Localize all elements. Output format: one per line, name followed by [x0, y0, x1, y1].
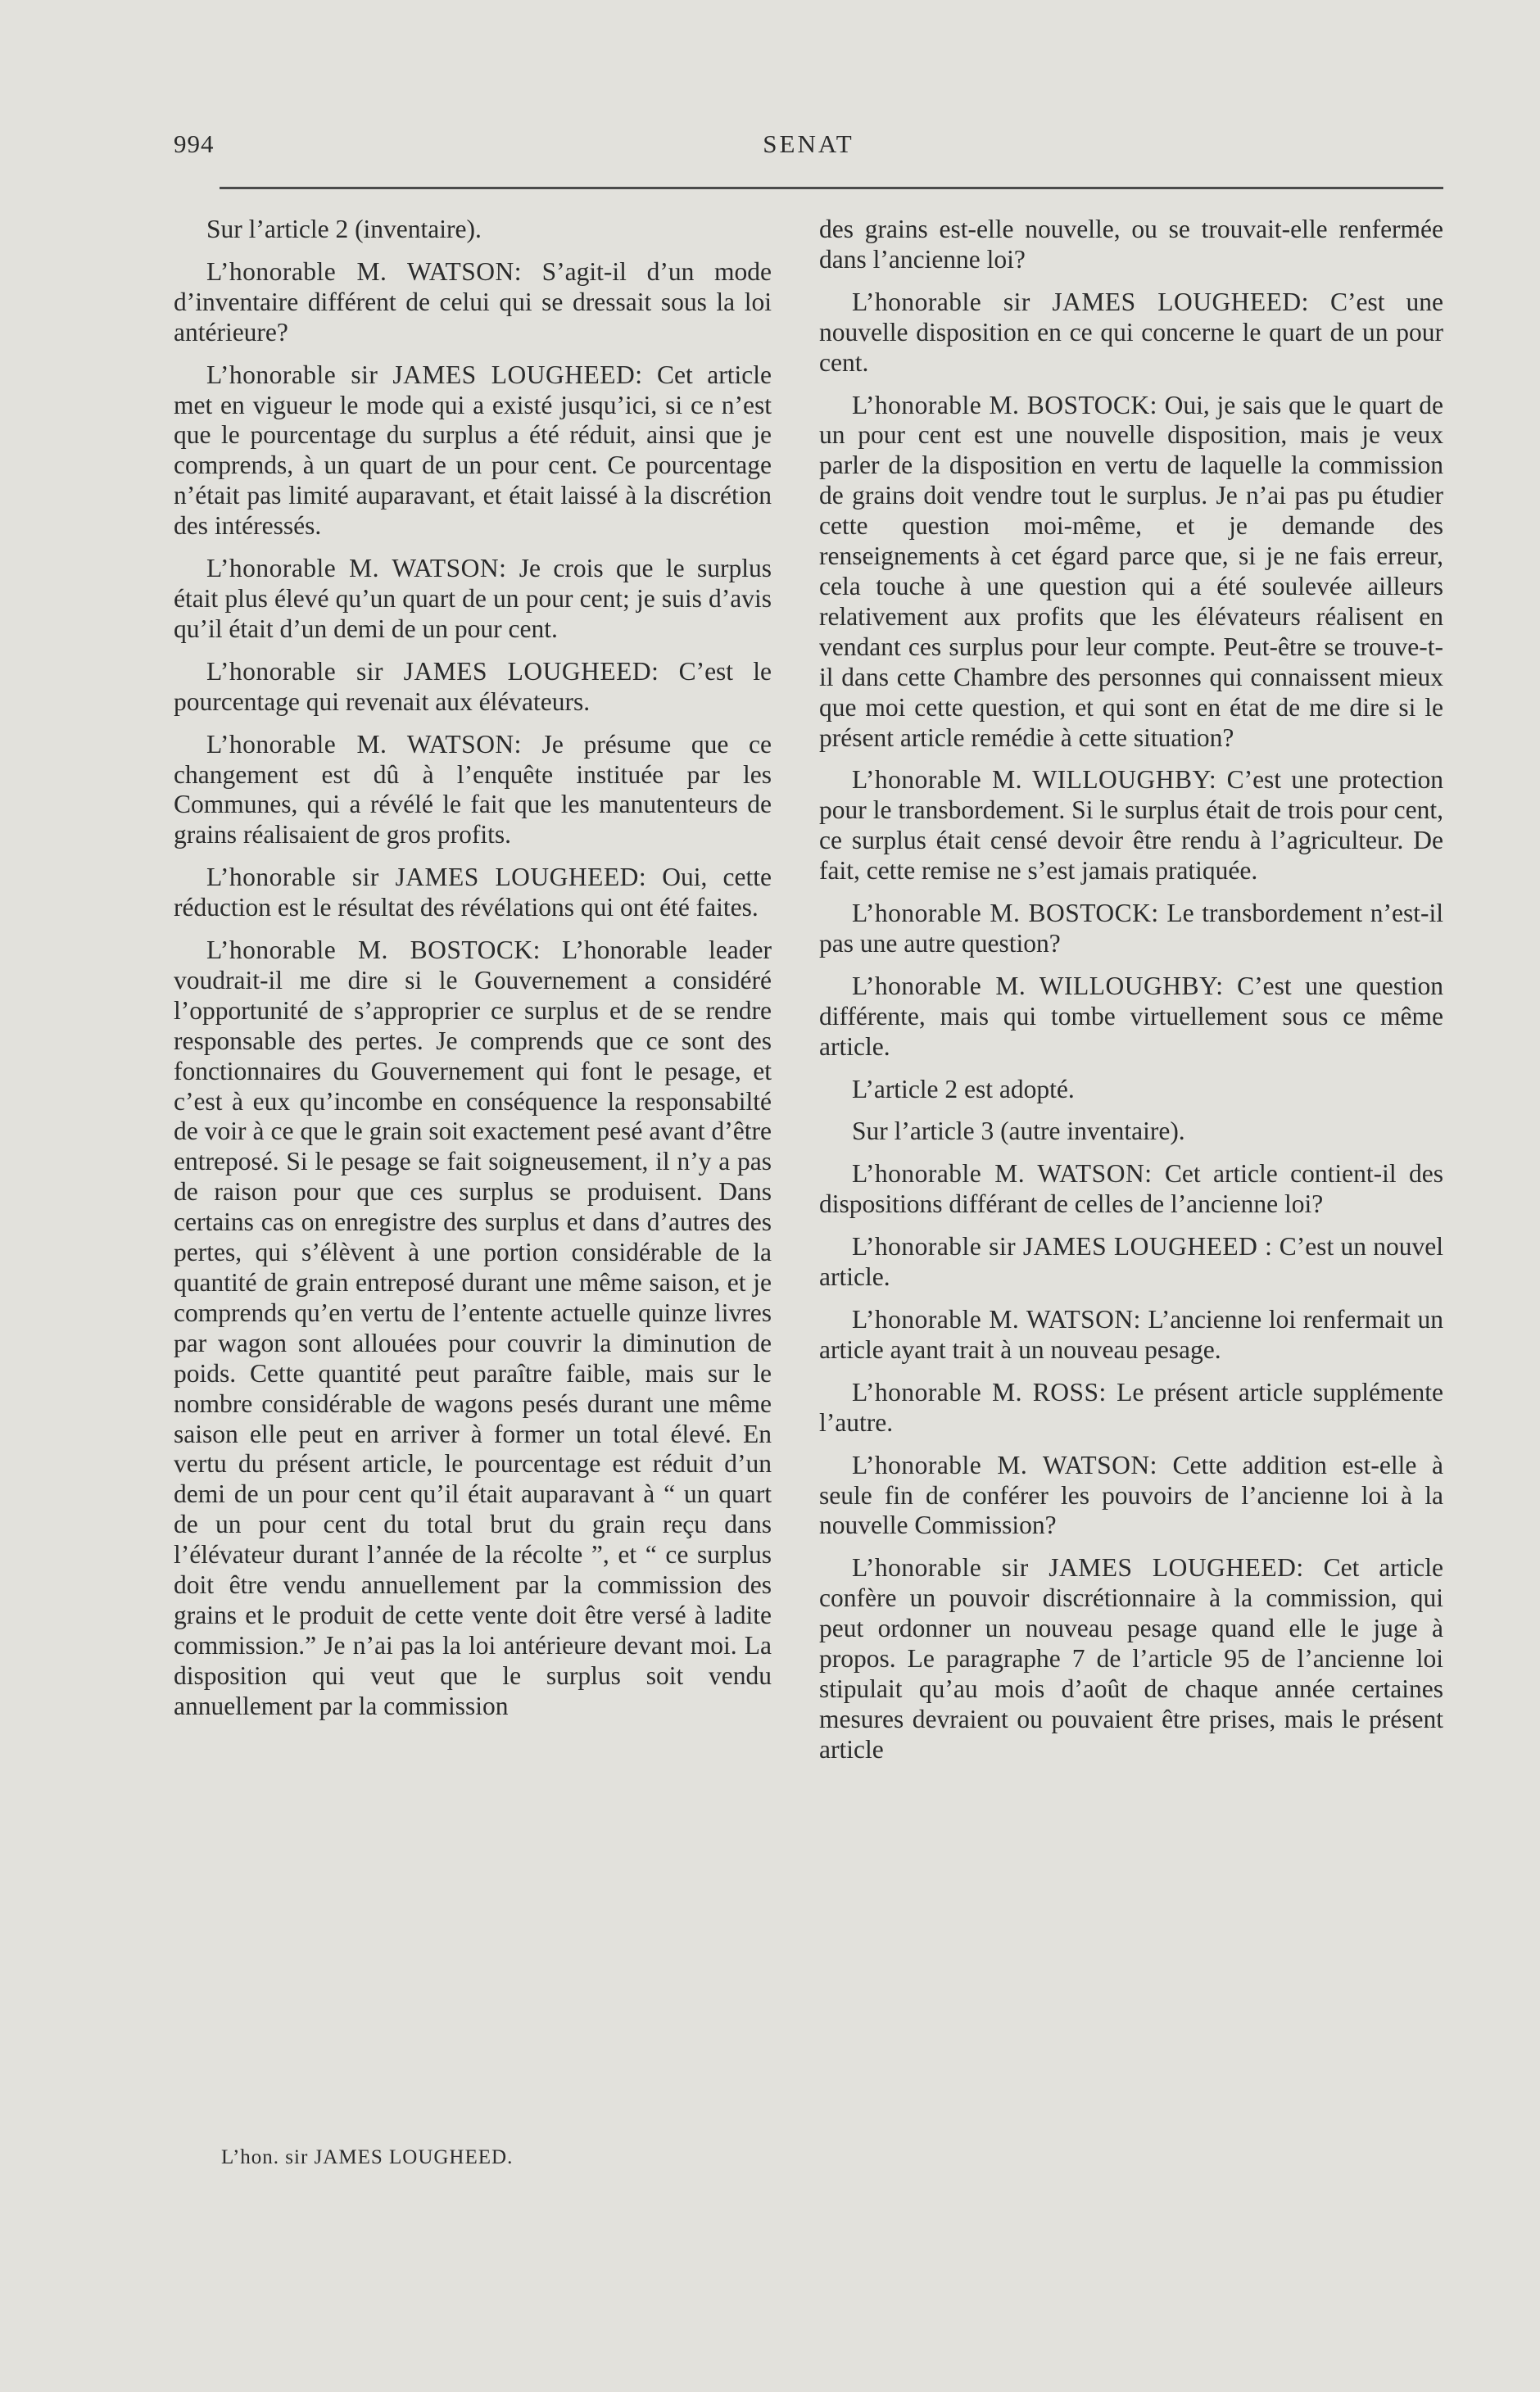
speaker-name: L’honorable M. BOSTOCK: — [852, 899, 1159, 928]
speaker-name: L’honorable M. BOSTOCK: — [206, 936, 541, 965]
paragraph-text: C’est un nouvel article. — [819, 1232, 1443, 1292]
paragraph-text: Oui, cette réduction est le résultat des révélations qui ont été faites. — [174, 863, 772, 922]
paragraph-text: L’article 2 est adopté. — [852, 1074, 1075, 1103]
paragraph — [174, 215, 772, 245]
paragraph-text: L’ancienne loi renfermait un article ayant trait à un nouveau pesage. — [819, 1305, 1443, 1364]
paragraph-text: S’agit-il d’un mode d’inventaire différent de celui qui se dressait sous la loi antérieure? — [174, 256, 772, 347]
running-head: SENAT — [763, 129, 854, 158]
speaker-name: L’honorable sir JAMES LOUGHEED: — [852, 287, 1309, 316]
paragraph — [819, 1117, 1443, 1147]
paragraph-text: C’est une nouvelle disposition en ce qui concerne le quart de un pour cent. — [819, 287, 1443, 377]
paragraph — [174, 657, 772, 718]
paragraph — [819, 972, 1443, 1062]
speaker-name: L’honorable sir JAMES LOUGHEED: — [206, 360, 643, 389]
speaker-name: L’honorable M. WILLOUGHBY: — [852, 971, 1224, 1000]
speaker-name: L’honorable M. WATSON: — [206, 554, 507, 583]
paragraph-text: L’honorable leader voudrait-il me dire si le Gouvernement a considéré l’opportunité de s’approprier ce surplus et de se rendre responsable des pertes. Je comprends que ce sont des fonctionnaires du Gouvernement qui font le pesage, et c’est à eux qu’incombe en conséquence la responsabilté de voir à ce que le grain soit exactement pesé avant d’être entreposé. Si le pesage se fait soigneusement, il n’y a pas de raison pour que ces surplus se produisent. Dans certains cas on enregistre des surplus et dans d’autres des pertes, qui s’élèvent à une portion considérable de la quantité de grain entreposé durant une même saison, et je comprends qu’en vertu de l’entente actuelle quinze livres par wagon sont allouées pour couvrir la diminution de poids. Cette quantité peut paraître faible, mais sur le nombre considérable de wagons pesés durant une même saison elle peut en arriver à former un total élevé. En vertu du présent article, le pourcentage est réduit d’un demi de un pour cent qu’il était auparavant à “ un quart de un pour cent du total brut du grain reçu dans l’élévateur durant l’année de la récolte ”, et “ ce surplus doit être vendu annuellement par la commission des grains et le produit de cette vente doit être versé à ladite commission.” Je n’ai pas la loi antérieure devant moi. La disposition qui veut que le surplus soit vendu annuellement par la commission — [174, 936, 772, 1720]
speaker-name: L’honorable M. WATSON: — [852, 1450, 1157, 1479]
paragraph-text: Je présume que ce changement est dû à l’enquête instituée par les Communes, qui a révélé le fait que les manutenteurs de grains réalisaient de gros profits. — [174, 729, 772, 849]
speaker-name: L’honorable sir JAMES LOUGHEED : — [852, 1232, 1273, 1262]
paragraph — [819, 1075, 1443, 1105]
paragraph-text: Cet article contient-il des dispositions différant de celles de l’ancienne loi? — [819, 1159, 1443, 1219]
page-header — [174, 129, 1443, 170]
speaker-name: L’honorable sir JAMES LOUGHEED: — [206, 863, 647, 892]
paragraph-text: Oui, je sais que le quart de un pour cent est une nouvelle disposition, mais je veux parler de la disposition en vertu de laquelle la commission de grains doit vendre tout le surplus. Je n’ai pas pu étudier cette question moi-même, et je demande des renseignements à cet égard parce que, si je ne fais erreur, cela touche à une question qui a été soulevée ailleurs relativement aux profits que les élévateurs réalisent en vendant ces surplus pour leur compte. Peut-être se trouve-t-il dans cette Chambre des personnes qui connaissent mieux que moi cette question, et qui sont en état de me dire si le présent article remédie à cette situation? — [819, 390, 1443, 752]
paragraph — [174, 554, 772, 645]
speaker-name: L’honorable sir JAMES LOUGHEED: — [852, 1553, 1304, 1583]
paragraph — [819, 899, 1443, 959]
paragraph-text: Sur l’article 3 (autre inventaire). — [852, 1117, 1185, 1146]
catchline: L’hon. sir JAMES LOUGHEED. — [221, 2146, 514, 2168]
paragraph — [819, 288, 1443, 378]
speaker-name: L’honorable M. WATSON: — [206, 256, 522, 286]
paragraph — [174, 936, 772, 1722]
paragraph-text: Cet article met en vigueur le mode qui a existé jusqu’ici, si ce n’est que le pourcentage du surplus a été réduit, ainsi que je comprends, à un quart de un pour cent. Ce pourcentage n’était pas limité auparavant, et était laissé à la discrétion des intéressés. — [174, 360, 772, 541]
speaker-name: L’honorable M. BOSTOCK: — [852, 390, 1157, 419]
paragraph — [819, 391, 1443, 754]
speaker-name: L’honorable M. WILLOUGHBY: — [852, 765, 1217, 795]
paragraph-text: C’est une protection pour le transbordement. Si le surplus était de trois pour cent, ce surplus était censé devoir être rendu à l’agriculteur. De fait, cette remise ne s’est jamais pratiquée. — [819, 765, 1443, 886]
left-column — [174, 215, 772, 1734]
paragraph — [174, 360, 772, 541]
paragraph-text: des grains est-elle nouvelle, ou se trouvait-elle renfermée dans l’ancienne loi? — [819, 215, 1443, 274]
paragraph — [819, 1159, 1443, 1220]
speaker-name: L’honorable M. ROSS: — [852, 1377, 1107, 1407]
paragraph — [819, 1232, 1443, 1293]
speaker-name: L’honorable M. WATSON: — [852, 1159, 1153, 1189]
paragraph — [819, 1378, 1443, 1438]
paragraph-text: Le présent article supplémente l’autre. — [819, 1377, 1443, 1437]
header-rule — [220, 187, 1443, 189]
paragraph-text: C’est une question différente, mais qui tombe virtuellement sous ce même article. — [819, 971, 1443, 1061]
paragraph — [819, 1553, 1443, 1765]
speaker-name: L’honorable sir JAMES LOUGHEED: — [206, 656, 659, 686]
speaker-name: L’honorable M. WATSON: — [206, 729, 522, 759]
paragraph — [819, 215, 1443, 275]
right-column — [819, 215, 1443, 1778]
paragraph-text: Cette addition est-elle à seule fin de conférer les pouvoirs de l’ancienne loi à la nouvelle Commission? — [819, 1450, 1443, 1540]
paragraph-text: Je crois que le surplus était plus élevé qu’un quart de un pour cent; je suis d’avis qu’il était d’un demi de un pour cent. — [174, 554, 772, 643]
paragraph-text: Sur l’article 2 (inventaire). — [206, 215, 482, 243]
paragraph-text: C’est le pourcentage qui revenait aux élévateurs. — [174, 656, 772, 716]
paragraph — [819, 1305, 1443, 1366]
paragraph-text: Cet article confère un pouvoir discrétionnaire à la commission, qui peut ordonner un nouveau pesage quand elle le juge à propos. Le paragraphe 7 de l’article 95 de l’ancienne loi stipulait qu’au mois d’août de chaque année certaines mesures devraient ou pouvaient être prises, mais le présent article — [819, 1553, 1443, 1764]
paragraph-text: Le transbordement n’est-il pas une autre question? — [819, 899, 1444, 958]
paragraph — [174, 863, 772, 923]
paragraph — [174, 730, 772, 851]
paragraph — [819, 1451, 1443, 1542]
speaker-name: L’honorable M. WATSON: — [852, 1305, 1141, 1334]
paragraph — [819, 765, 1443, 886]
paragraph — [174, 257, 772, 348]
page-number: 994 — [174, 129, 215, 158]
